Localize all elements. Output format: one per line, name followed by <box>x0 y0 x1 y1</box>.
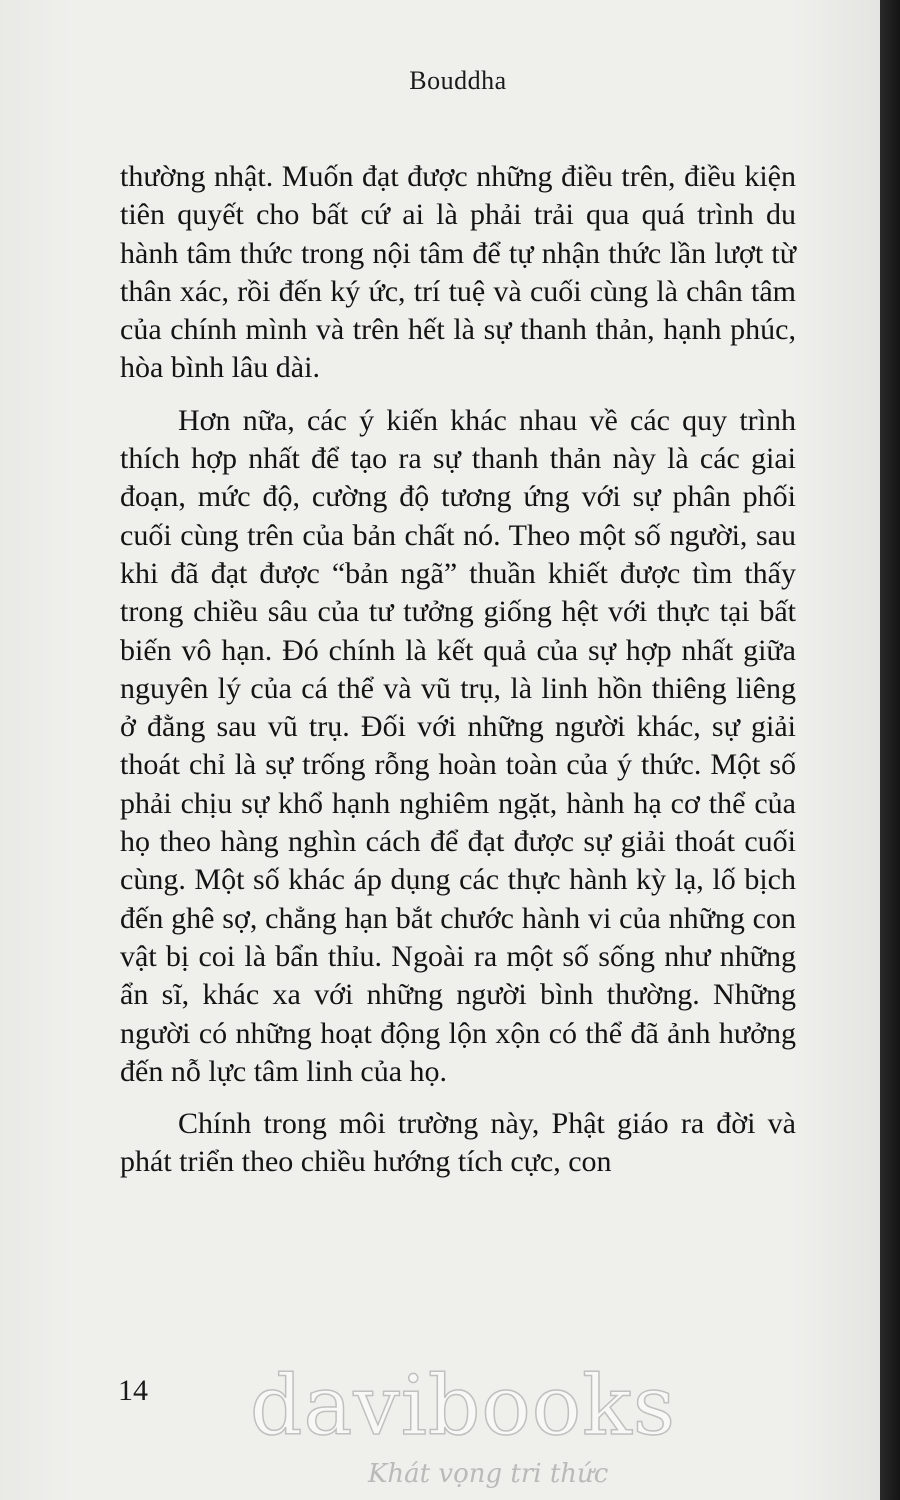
watermark-tagline: Khát vọng tri thức <box>368 1459 609 1489</box>
book-spine-shadow <box>880 0 900 1500</box>
paragraph-2: Hơn nữa, các ý kiến khác nhau về các quy trình thích hợp nhất để tạo ra sự thanh thản này là các giai đoạn, mức độ, cường độ tương ứng với sự phân phối cuối cùng trên của bản chất nó. Theo một số người, sau khi đã đạt được “bản ngã” thuần khiết được tìm thấy trong chiều sâu của tư tưởng giống hệt với thực tại bất biến vô hạn. Đó chính là kết quả của sự hợp nhất giữa nguyên lý của cá thể và vũ trụ, là linh hồn thiêng liêng ở đằng sau vũ trụ. Đối với những người khác, sự giải thoát chỉ là sự trống rỗng hoàn toàn của ý thức. Một số phải chịu sự khổ hạnh nghiêm ngặt, hành hạ cơ thể của họ theo hàng nghìn cách để đạt được sự giải thoát cuối cùng. Một số khác áp dụng các thực hành kỳ lạ, lố bịch đến ghê sợ, chẳng hạn bắt chước hành vi của những con vật bị coi là bẩn thỉu. Ngoài ra một số sống như những ẩn sĩ, khác xa với những người bình thường. Những người có những hoạt động lộn xộn có thể đã ảnh hưởng đến nỗ lực tâm linh của họ. <box>120 403 796 1088</box>
body-text <box>120 158 796 1196</box>
watermark-logo: davibooks <box>250 1359 676 1454</box>
page-number: 14 <box>118 1374 148 1407</box>
paragraph-1: thường nhật. Muốn đạt được những điều trên, điều kiện tiên quyết cho bất cứ ai là phải trải qua quá trình du hành tâm thức trong nội tâm để tự nhận thức lần lượt từ thân xác, rồi đến ký ức, trí tuệ và cuối cùng là chân tâm của chính mình và trên hết là sự thanh thản, hạnh phúc, hòa bình lâu dài. <box>120 160 796 385</box>
paragraph-3: Chính trong môi trường này, Phật giáo ra đời và phát triển theo chiều hướng tích cực, con <box>120 1107 796 1179</box>
running-header: Bouddha <box>409 66 507 95</box>
